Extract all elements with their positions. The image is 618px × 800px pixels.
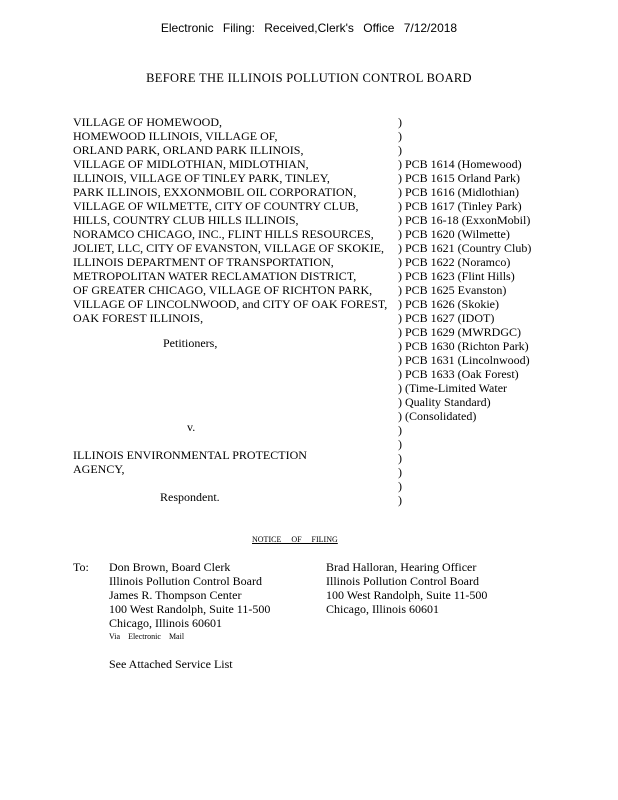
address-line: Brad Halloran, Hearing Officer [326,560,477,574]
petitioner-line: HOMEWOOD ILLINOIS, VILLAGE OF, [73,129,278,143]
case-number: PCB 1620 (Wilmette) [405,227,510,241]
respondent-line: AGENCY, [73,462,125,476]
case-number-list [405,157,531,423]
versus-label: v. [187,420,196,434]
case-number: PCB 1629 (MWRDGC) [405,325,522,339]
caption-paren: ) [398,115,402,129]
petitioner-line: JOLIET, LLC, CITY OF EVANSTON, VILLAGE OF SKOKIE, [73,241,384,255]
case-number: PCB 1616 (Midlothian) [405,185,520,199]
caption-paren: ) [398,129,402,143]
case-number: PCB 1626 (Skokie) [405,297,500,311]
caption-paren: ) [398,423,402,437]
caption-paren: ) [398,493,402,507]
caption-paren: ) [398,143,402,157]
caption-paren: ) [398,409,402,423]
petitioner-line: PARK ILLINOIS, EXXONMOBIL OIL CORPORATION, [73,185,357,199]
case-number: PCB 1615 Orland Park) [405,171,520,185]
respondent-name [73,448,307,476]
case-number: PCB 1614 (Homewood) [405,157,522,171]
case-number: PCB 1623 (Flint Hills) [405,269,515,283]
caption-paren: ) [398,381,402,395]
caption-paren: ) [398,325,402,339]
service-list-note: See Attached Service List [109,657,233,671]
petitioners-label: Petitioners, [163,336,218,350]
caption-paren: ) [398,227,402,241]
address-line: Illinois Pollution Control Board [109,574,263,588]
notice-title: NOTICE OF FILING [252,535,338,544]
caption-paren: ) [398,479,402,493]
caption-paren: ) [398,171,402,185]
delivery-method: Via Electronic Mail [109,632,185,641]
petitioner-line: VILLAGE OF HOMEWOOD, [73,115,222,129]
address-line: Illinois Pollution Control Board [326,574,480,588]
recipient-hearing-officer [326,560,487,616]
case-number: PCB 16-18 (ExxonMobil) [405,213,531,227]
petitioner-line: METROPOLITAN WATER RECLAMATION DISTRICT, [73,269,357,283]
petitioner-line: ILLINOIS DEPARTMENT OF TRANSPORTATION, [73,255,334,269]
respondent-line: ILLINOIS ENVIRONMENTAL PROTECTION [73,448,307,462]
caption-paren: ) [398,437,402,451]
address-line: Chicago, Illinois 60601 [326,602,439,616]
caption-paren: ) [398,395,402,409]
address-line: Don Brown, Board Clerk [109,560,231,574]
case-number: PCB 1630 (Richton Park) [405,339,529,353]
case-number: PCB 1631 (Lincolnwood) [405,353,530,367]
address-line: 100 West Randolph, Suite 11-500 [326,588,488,602]
case-number: PCB 1625 Evanston) [405,283,507,297]
caption-paren: ) [398,339,402,353]
case-number: (Time-Limited Water [405,381,508,395]
petitioner-names [73,115,403,325]
petitioner-line: VILLAGE OF WILMETTE, CITY OF COUNTRY CLUB, [73,199,359,213]
caption-paren: ) [398,241,402,255]
respondent-label: Respondent. [160,490,220,504]
caption-paren: ) [398,269,402,283]
caption-paren: ) [398,283,402,297]
petitioner-line: OF GREATER CHICAGO, VILLAGE OF RICHTON PARK, [73,283,373,297]
caption-paren: ) [398,157,402,171]
petitioner-line: ORLAND PARK, ORLAND PARK ILLINOIS, [73,143,304,157]
caption-paren: ) [398,297,402,311]
case-number: Quality Standard) [405,395,491,409]
caption-paren: ) [398,185,402,199]
recipient-clerk [109,560,270,644]
petitioner-line: VILLAGE OF LINCOLNWOOD, and CITY OF OAK FOREST, [73,297,388,311]
caption-paren: ) [398,451,402,465]
board-title: BEFORE THE ILLINOIS POLLUTION CONTROL BOARD [146,71,472,85]
case-number: PCB 1627 (IDOT) [405,311,495,325]
petitioner-line: NORAMCO CHICAGO, INC., FLINT HILLS RESOURCES, [73,227,374,241]
petitioner-line: OAK FOREST ILLINOIS, [73,311,204,325]
caption-paren: ) [398,199,402,213]
address-line: 100 West Randolph, Suite 11-500 [109,602,271,616]
caption-paren: ) [398,255,402,269]
address-line: Chicago, Illinois 60601 [109,616,222,630]
caption-paren: ) [398,353,402,367]
case-number: PCB 1621 (Country Club) [405,241,532,255]
to-label: To: [73,560,89,574]
address-line: James R. Thompson Center [109,588,242,602]
caption-paren: ) [398,213,402,227]
petitioner-line: VILLAGE OF MIDLOTHIAN, MIDLOTHIAN, [73,157,309,171]
caption-paren: ) [398,367,402,381]
petitioner-line: HILLS, COUNTRY CLUB HILLS ILLINOIS, [73,213,299,227]
filing-stamp: Electronic Filing: Received,Clerk's Office 7/12/2018 [160,21,458,35]
caption-paren: ) [398,465,402,479]
case-number: (Consolidated) [405,409,477,423]
caption-paren: ) [398,311,402,325]
petitioner-line: ILLINOIS, VILLAGE OF TINLEY PARK, TINLEY, [73,171,330,185]
case-number: PCB 1617 (Tinley Park) [405,199,522,213]
case-number: PCB 1622 (Noramco) [405,255,511,269]
case-number: PCB 1633 (Oak Forest) [405,367,519,381]
